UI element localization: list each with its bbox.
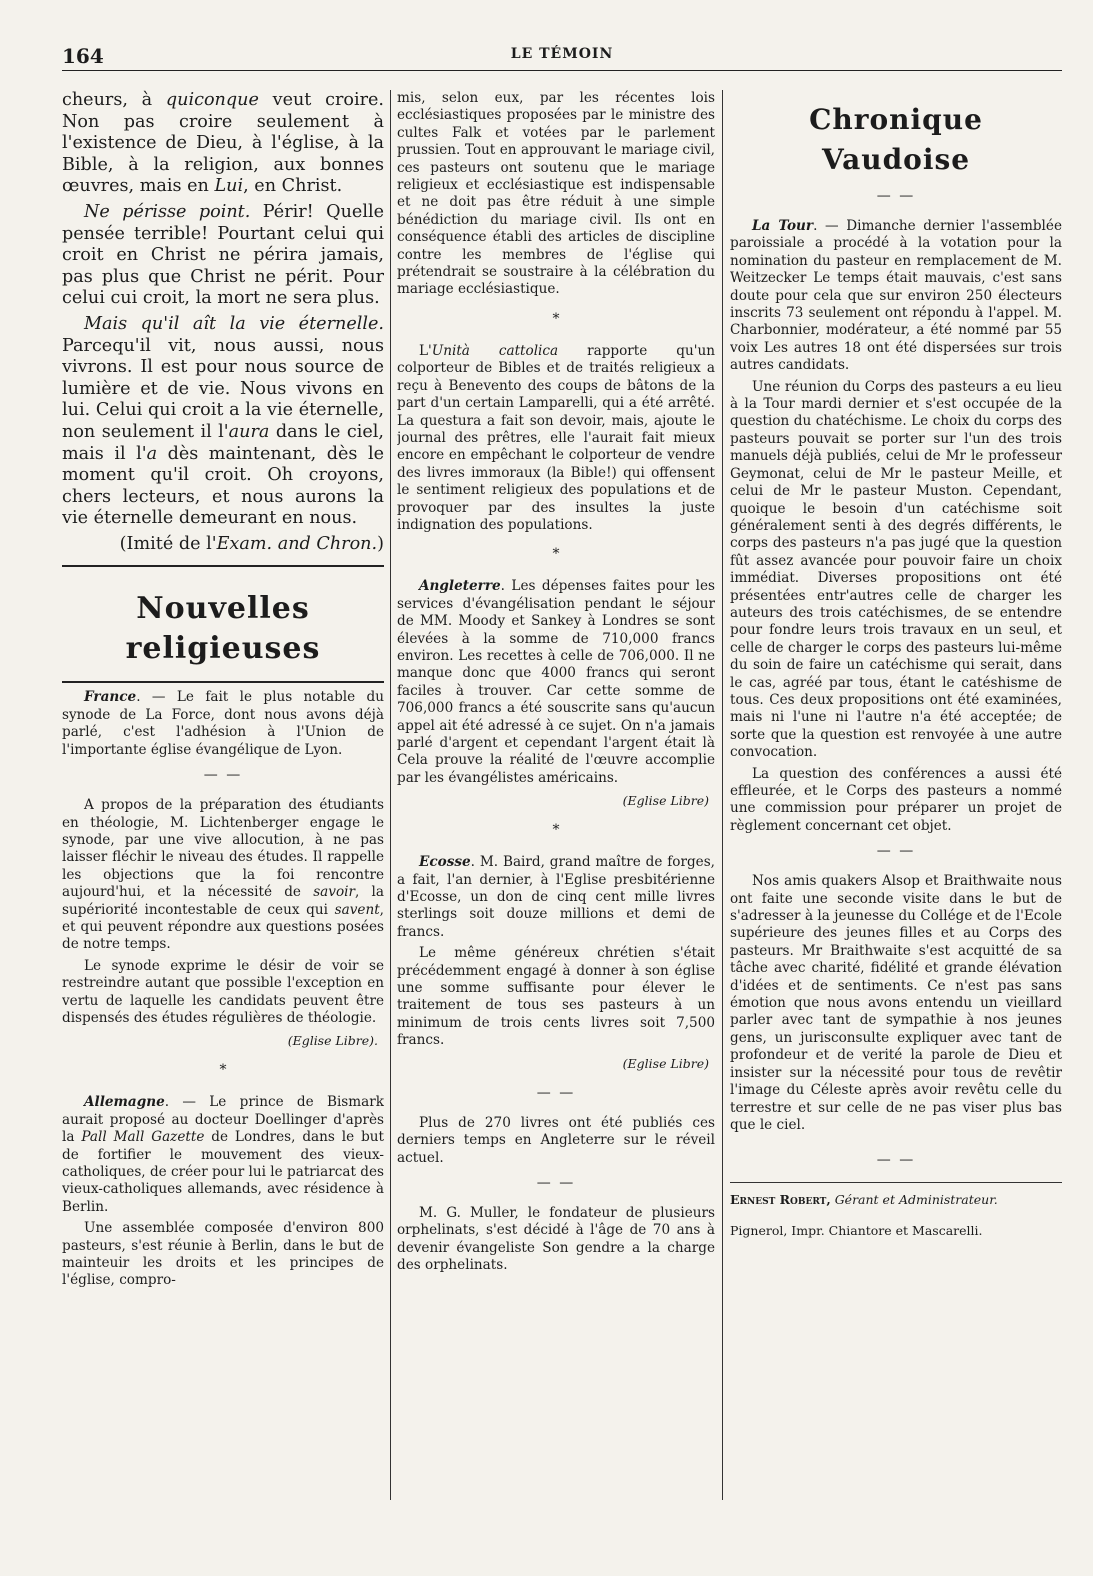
separator: — — (876, 188, 916, 204)
paragraph: L'Unità cattolica rapporte qu'un colporteur de Bibles et de traités religieux a reçu à Benevento des coups de bâtons de la part d'un certain Lamparelli, qui a été arrêté. La questura a fait son devoir, mais, ajoute le journal des prêtres, elle l'aurait fait mieux encore en empêchant le colporteur de vendre des livres immoraux (la Bible!) qui offensent le sentiment religieux des populations et de provoquer par des insultes la juste indignation des populations. (397, 342, 715, 533)
attribution: (Imité de l'Exam. and Chron.) (119, 533, 384, 554)
column-1 (62, 90, 384, 1510)
separator: — — (876, 1152, 916, 1169)
news-angleterre: Angleterre. Les dépenses faites pour les services d'évangélisation pendant le séjour de MM. Moody et Sankey à Londres se sont élevées à la somme de 710,000 francs environ. Les recettes à celle de 706,000. Il ne manque donc que 4000 francs qui seront faciles à trouver. Car cette somme de 706,000 francs a été souscrite sans qu'aucun appel ait été adressé à ce sujet. On n'a jamais parlé d'argent et cependant l'argent était là Cela prouve la réalité de l'œuvre accomplie par les évangélistes américains. (397, 578, 715, 786)
paragraph: Ne périsse point. Périr! Quelle pensée terrible! Pourtant celui qui croit en Christ ne périra jamais, pas plus que Christ ne périt. Pour celui cui croit, la mort ne sera plus. (62, 201, 384, 309)
separator: — — (203, 767, 243, 784)
paragraph: Plus de 270 livres ont été publiés ces derniers temps en Angleterre sur le réveil actuel. (397, 1114, 715, 1166)
header-rule (62, 70, 1062, 71)
page-header (62, 38, 1062, 68)
news-allemagne: Allemagne. — Le prince de Bismark aurait proposé au docteur Doellinger d'après la Pall Mall Gazette de Londres, dans le but de fortifier le mouvement des vieux-catholiques, de créer pour lui le patriarcat des vieux-catholiques allemands, avec résidence à Berlin. (62, 1094, 384, 1215)
paragraph: M. G. Muller, le fondateur de plusieurs orphelinats, s'est décidé à l'âge de 70 ans à devenir évangeliste Son gendre a la charge des orphelinats. (397, 1204, 715, 1274)
source-citation: (Eglise Libre) (622, 793, 709, 809)
source-citation: (Eglise Libre). (287, 1033, 378, 1049)
section-title-chronique: Chronique Vaudoise (809, 103, 983, 176)
separator-star: * (552, 546, 560, 563)
column-divider (722, 90, 723, 1500)
column-2 (397, 90, 715, 1510)
manager-line: Ernest Robert, Gérant et Administrateur. (730, 1192, 998, 1208)
paragraph: Nos amis quakers Alsop et Braithwaite nous ont faite une seconde visite dans le but de s'adresser à la jeunesse du Collége et de l'Ecole supérieure des jeunes filles et au Corps des pasteurs. Mr Braithwaite s'est acquitté de sa tâche avec charité, fidélité et grande élévation d'idées et de sentiments. Ce n'est pas sans émotion que nous avons entendu un vieillard parler avec tant de sympathie à nos jeunes gens, un jurisconsulte expliquer avec tant de profondeur et de verité la parole de Dieu et insister sur la nécessité pour tous de revêtir l'image du Céleste après avoir revêtu celle du terrestre et sur celle de ne pas viser plus bas que le ciel. (730, 873, 1062, 1133)
separator-star: * (552, 822, 560, 839)
news-france: France. — Le fait le plus notable du synode de La Force, dont nous avons déjà parlé, c'est l'adhésion à l'Union de l'importante église évangélique de Lyon. (62, 689, 384, 758)
news-la-tour: La Tour. — Dimanche dernier l'assemblée paroissiale a procédé à la votation pour la nomination du pasteur en remplacement de M. Weitzecker Le temps était mauvais, c'est sans doute pour cela que sur environ 250 électeurs inscrits 73 seulement ont répondu à l'appel. M. Charbonnier, modérateur, a été nommé par 55 voix Les autres 18 ont été dispersées sur trois autres candidats. (730, 218, 1062, 374)
separator: — — (536, 1084, 576, 1101)
source-citation: (Eglise Libre) (622, 1055, 709, 1071)
section-title-nouvelles: Nouvelles religieuses (125, 591, 321, 667)
separator-star: * (219, 1062, 227, 1079)
paragraph: Mais qu'il aît la vie éternelle. Parcequ'il vit, nous aussi, nous vivrons. Il est pour nous source de lumière et de vie. Nous vivons en lui. Celui qui croit a la vie éternelle, non seulement il l'aura dans le ciel, mais il l'a dès maintenant, dès le moment qu'il croit. Oh croyons, chers lecteurs, et nous aurons la vie éternelle demeurant en nous. (62, 313, 384, 529)
separator-star: * (552, 310, 560, 327)
page-number: 164 (62, 44, 104, 68)
column-3 (730, 90, 1062, 1510)
separator: — — (536, 1174, 576, 1191)
news-ecosse: Ecosse. M. Baird, grand maître de forges, a fait, l'an dernier, à l'Eglise presbitérienne d'Ecosse, un don de cinq cent mille livres sterlings soit douze millions et demi de francs. (397, 854, 715, 940)
section-rule (62, 565, 384, 567)
section-rule (62, 681, 384, 683)
paragraph: Une réunion du Corps des pasteurs a eu lieu à la Tour mardi dernier et s'est occupée de la question du chatéchisme. Le choix du corps des pasteurs pouvait se porter sur l'un des trois manuels déjà publiés, celui de Mr le professeur Geymonat, celui de Mr le pasteur Meille, et celui de Mr le pasteur Muston. Cependant, quoique le besoin d'un catéchisme soit généralement senti à des degrés différents, le corps des pasteurs n'a pas jugé que la question fût assez avancée pour pouvoir faire un choix immédiat. Diverses propositions ont été présentées entr'autres celle de charger les auteurs des trois catéchismes, de se entendre pour fondre leurs trois travaux en un seul, et celle de charger le corps des pasteurs lui-même du soin de faire un catéchisme qui serait, dans le cas, agréé par tous, étant le catéshisme de tous. Ces deux propositions ont été examinées, mais ni l'une ni l'autre n'a été acceptée; de sorte que la question est renvoyée à une autre convocation. (730, 378, 1062, 761)
paragraph: A propos de la préparation des étudiants en théologie, M. Lichtenberger engage le synode, par une vive allocution, à ne pas laisser fléchir le niveau des études. Il rappelle les objections que la foi rencontre aujourd'hui, et la nécessité de savoir, la supériorité incontestable de ceux qui savent, et qui peuvent répondre aux questions posées de notre temps. (62, 797, 384, 953)
paragraph: cheurs, à quiconque veut croire. Non pas croire seulement à l'existence de Dieu, à l'église, à la Bible, à la religion, aux bonnes œuvres, mais en Lui, en Christ. (62, 90, 384, 197)
running-title: LE TÉMOIN (510, 46, 614, 62)
paragraph: Le même généreux chrétien s'était précédemment engagé à donner à son église une somme suffisante pour élever le traitement de tous ses pasteurs à un minimum de trois cents livres soit 7,500 francs. (397, 945, 715, 1049)
column-divider (390, 90, 391, 1500)
paragraph: Le synode exprime le désir de voir se restreindre autant que possible l'exception en vertu de laquelle les candidats peuvent être dispensés des études régulières de théologie. (62, 957, 384, 1026)
paragraph: mis, selon eux, par les récentes lois ecclésiastiques proposées par le ministre des cultes Falk et votées par le parlement prussien. Tout en approuvant le mariage civil, ces pasteurs ont soutenu que le mariage religieux et ecclésiastique est indispensable et ne doit pas être réduit à une simple bénédiction du mariage civil. Ils ont en conséquence établi des articles de discipline contre les membres de l'église qui prétendrait se soustraire à la célébration du mariage ecclésiastique. (397, 90, 715, 298)
printer-line: Pignerol, Impr. Chiantore et Mascarelli. (730, 1223, 983, 1239)
separator: — — (876, 843, 916, 860)
paragraph: La question des conférences a aussi été effleurée, et le Corps des pasteurs a nommé une commission pour préparer un projet de règlement concernant cet objet. (730, 765, 1062, 834)
paragraph: Une assemblée composée d'environ 800 pasteurs, s'est réunie à Berlin, dans le but de mainteuir les droits et les principes de l'église, compro- (62, 1220, 384, 1289)
imprint-rule (730, 1182, 1062, 1183)
